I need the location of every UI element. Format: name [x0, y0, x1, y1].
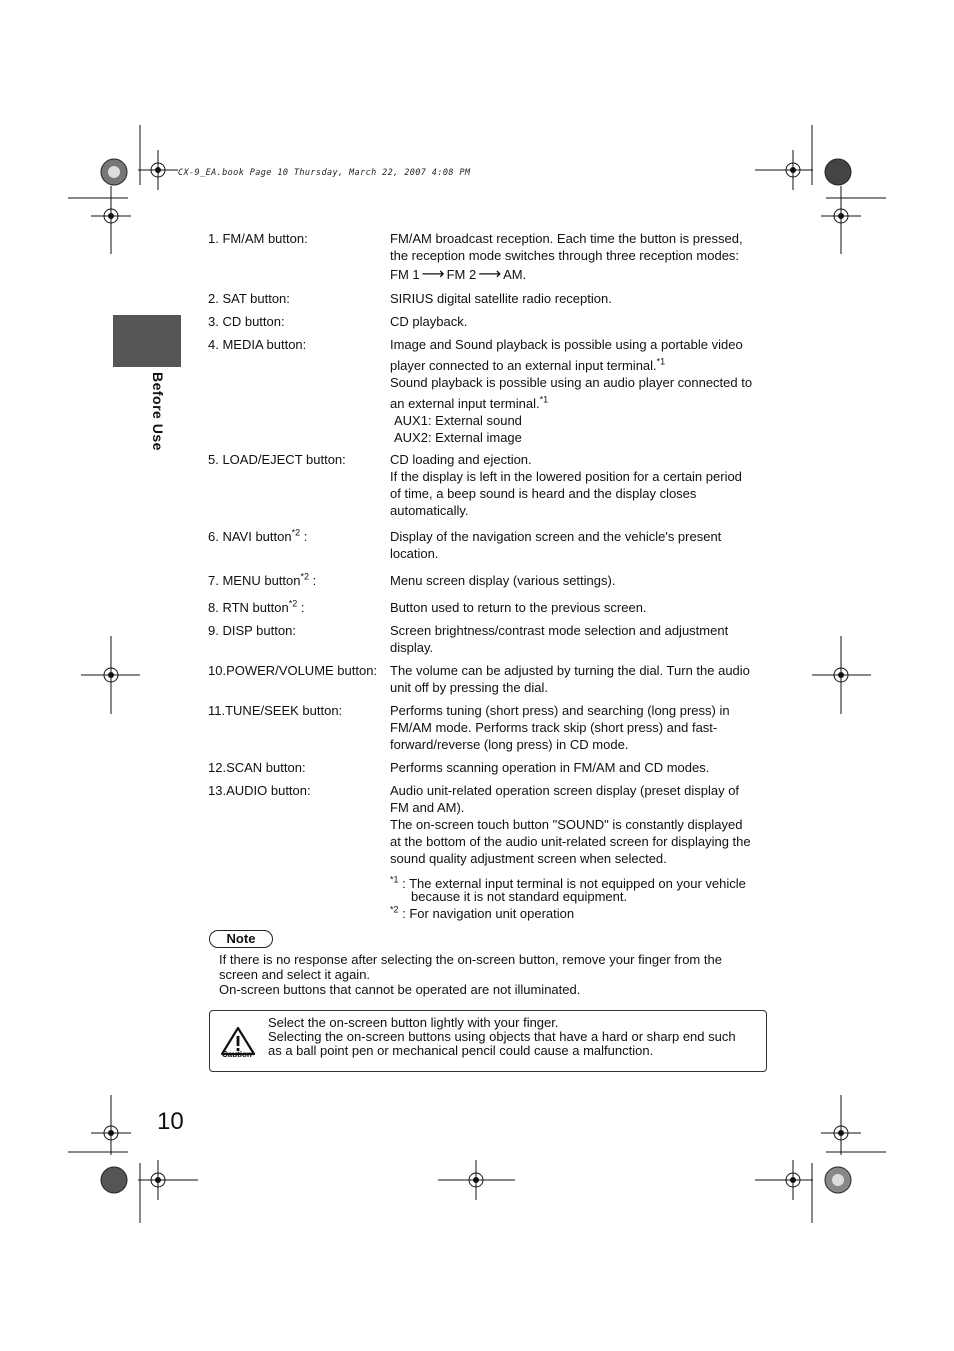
item-description: Image and Sound playback is possible using a portable video player connected to an external input terminal.$^{*1}$ Sound playback is possible using an audio player connected to an external input terminal.$^{*1}$ AUX1: External sound AUX2: External image [390, 337, 753, 445]
item-label: 2. SAT button: [208, 291, 290, 306]
file-info-header: CX-9_EA.book Page 10 Thursday, March 22, 2007 4:08 PM [178, 168, 471, 178]
caution-text: Select the on-screen button lightly with your finger. Selecting the on-screen buttons using objects that have a hard or sharp end such as a ball point pen or mechanical pencil could cause a malfunction. [268, 1015, 736, 1058]
arrow-right-icon: ⟶ [421, 266, 445, 283]
item-label: 8. RTN button$^{*2}$ : [208, 598, 305, 615]
item-description: Menu screen display (various settings). [390, 573, 616, 588]
mode-sequence: FM 1 ⟶ FM 2 ⟶ AM. [390, 266, 527, 283]
item-label: 3. CD button: [208, 314, 285, 329]
section-label: Before Use [150, 372, 166, 451]
item-label: 10.POWER/VOLUME button: [208, 663, 378, 678]
item-description: Display of the navigation screen and the vehicle's present location. [390, 529, 722, 561]
item-description: Button used to return to the previous screen. [390, 600, 647, 615]
item-label: 7. MENU button$^{*2}$ : [208, 571, 317, 588]
item-description: SIRIUS digital satellite radio reception. [390, 291, 612, 306]
arrow-right-icon: ⟶ [478, 266, 502, 283]
item-description: CD loading and ejection. If the display is left in the lowered position for a certain period of time, a beep sound is heard and the display closes automatically. [390, 452, 742, 518]
item-description: The volume can be adjusted by turning the dial. Turn the audio unit off by pressing the dial. [390, 663, 750, 695]
item-label: 1. FM/AM button: [208, 231, 308, 246]
item-description: Screen brightness/contrast mode selection and adjustment display. [390, 623, 729, 655]
note-text: If there is no response after selecting the on-screen button, remove your finger from the screen and select it again. On-screen buttons that cannot be operated are not illuminated. [219, 952, 722, 997]
footnote-2: $^{*2}$ : For navigation unit operation [390, 904, 575, 921]
footnote-1: $^{*1}$ : The external input terminal is not equipped on your vehicle because it is not standard equipment. [390, 874, 746, 904]
item-description: CD playback. [390, 314, 468, 329]
item-label: 11.TUNE/SEEK button: [208, 703, 343, 718]
note-badge: Note [209, 930, 273, 948]
section-tab-block [113, 315, 181, 367]
item-label: 6. NAVI button$^{*2}$ : [208, 527, 308, 544]
item-label: 5. LOAD/EJECT button: [208, 452, 346, 467]
item-description: Audio unit-related operation screen display (preset display of FM and AM). The on-screen touch button "SOUND" is constantly displayed at the bottom of the audio unit-related screen for displaying the sound quality adjustment screen when selected. [390, 783, 751, 866]
caution-label: Caution [222, 1050, 252, 1059]
item-description: Performs scanning operation in FM/AM and CD modes. [390, 760, 710, 775]
item-label: 9. DISP button: [208, 623, 296, 638]
page-number: 10 [157, 1108, 184, 1135]
item-label: 12.SCAN button: [208, 760, 306, 775]
item-label: 4. MEDIA button: [208, 337, 307, 352]
item-description: FM/AM broadcast reception. Each time the button is pressed, the reception mode switches through three reception modes: FM 1 ⟶ FM 2 ⟶ AM. [390, 230, 768, 283]
item-description: Performs tuning (short press) and searching (long press) in FM/AM mode. Performs track skip (short press) and fast- forward/reverse (long press) in CD mode. [390, 703, 730, 752]
item-label: 13.AUDIO button: [208, 783, 311, 798]
